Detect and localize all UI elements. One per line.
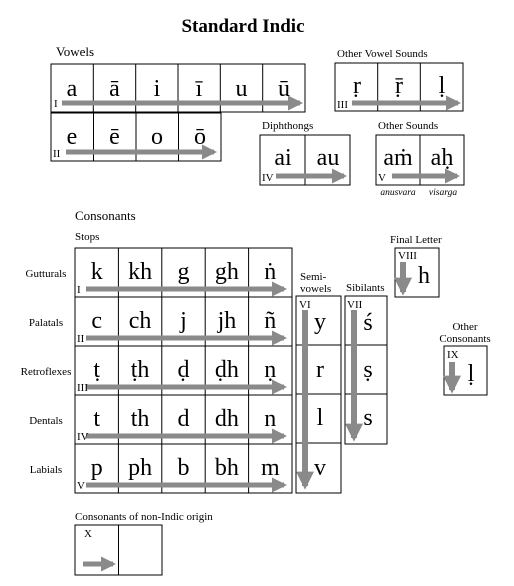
stop-letter: p [90,455,103,481]
stop-row-roman: III [77,382,88,394]
roman-V-other-sounds: V [378,172,386,184]
vowels-row2-group [51,113,221,161]
stop-row-label: Gutturals [25,268,67,280]
vowel-letter: ṛ [353,73,361,99]
stop-letter: ṅ [264,259,277,285]
semivowels-group [296,296,341,493]
stop-row-roman: IV [77,431,89,443]
vowel-letter: ḷ [438,73,446,99]
vowels-row1-group [51,64,305,112]
vowel-letter: o [151,124,163,150]
stop-letter: m [260,455,280,481]
vowel-letter: ō [194,124,206,150]
stop-row-roman: I [77,284,81,296]
diphthong-letter: au [316,145,340,171]
stop-letter: ñ [264,308,277,334]
stop-row-roman: II [77,333,85,345]
roman-IX-other: IX [447,349,459,361]
stop-letter: ch [128,308,152,334]
semivowels-heading-1: Semi- [300,271,327,283]
sibilants-group [345,296,387,444]
stop-row-label: Labials [29,464,63,476]
stop-letter: d [177,406,190,432]
stop-letter: j [180,308,187,334]
other-consonants-group [444,346,487,395]
stop-letter: dh [214,406,239,432]
stop-letter: ṭ [93,357,101,383]
stop-row-label: Retroflexes [20,366,72,378]
roman-VII-sibilants: VII [347,299,363,311]
other-sound-letter: aḥ [430,145,454,171]
stop-letter: gh [214,259,239,285]
stop-row-label: Dentals [29,415,63,427]
diphthongs-heading: Diphthongs [262,120,314,132]
other-consonant-letter: ḷ [467,361,475,387]
diphthongs-group [260,135,350,185]
semivowel-letter: v [314,455,326,481]
vowel-letter: ī [195,76,203,102]
stop-row-roman: V [77,480,85,492]
stop-letter: b [177,455,190,481]
vowel-letter: a [66,76,78,102]
stop-letter: n [264,406,277,432]
stop-letter: k [90,259,103,285]
consonants-heading: Consonants [75,208,136,223]
vowels-heading: Vowels [56,44,95,59]
semivowel-letter: l [316,405,324,431]
other-sounds-heading: Other Sounds [378,120,439,132]
visarga-label: visarga [428,188,458,198]
stop-letter: th [130,406,150,432]
sibilant-letter: s [363,405,373,431]
stop-letter: jh [217,308,237,334]
other-sounds-group [376,135,464,198]
stop-letter: kh [128,259,153,285]
roman-II-vowels: II [53,148,61,160]
roman-I-vowels: I [54,98,58,110]
stop-letter: g [177,259,190,285]
vowel-letter: i [153,76,161,102]
other-consonants-heading-2: Consonants [439,333,491,345]
roman-X-non-indic: X [84,528,92,540]
stop-letter: t [93,406,101,432]
final-letter-heading: Final Letter [390,234,442,246]
diphthong-letter: ai [274,145,292,171]
stop-letter: ph [128,455,153,481]
semivowel-letter: y [314,309,326,335]
chart-title: Standard Indic [181,16,305,37]
sibilant-letter: ṣ [363,357,373,383]
semivowels-heading-2: vowels [300,283,332,295]
stop-letter: ḍh [214,357,239,383]
final-letter: h [418,263,430,289]
stops-heading: Stops [75,231,100,243]
non-indic-group [75,525,162,575]
vowel-letter: ā [109,76,120,102]
stop-letter: ḍ [177,357,190,383]
vowel-letter: ṝ [395,73,403,99]
other-vowel-sounds-heading: Other Vowel Sounds [337,48,428,60]
vowel-letter: ē [109,124,120,150]
roman-III-vowels: III [337,99,348,111]
anusvara-label: anusvara [380,188,416,198]
stop-letter: ṭh [130,357,150,383]
semivowel-letter: r [316,357,324,383]
stop-row-label: Palatals [28,317,64,329]
vowel-letter: e [66,124,78,150]
roman-VI-semivowels: VI [299,299,311,311]
other-sound-letter: aṁ [383,145,413,171]
sibilants-heading: Sibilants [346,282,385,294]
stop-letter: bh [214,455,239,481]
roman-IV-diphthongs: IV [262,172,274,184]
non-indic-heading: Consonants of non-Indic origin [75,511,213,523]
vowel-letter: u [235,76,248,102]
stop-letter: ṇ [264,357,277,383]
roman-VIII-final: VIII [398,250,417,262]
vowel-letter: ū [278,76,290,102]
sibilant-letter: ś [363,310,373,336]
other-consonants-heading-1: Other [452,321,478,333]
final-letter-group [395,248,439,297]
stop-letter: c [91,308,103,334]
other-vowels-group [335,63,463,111]
